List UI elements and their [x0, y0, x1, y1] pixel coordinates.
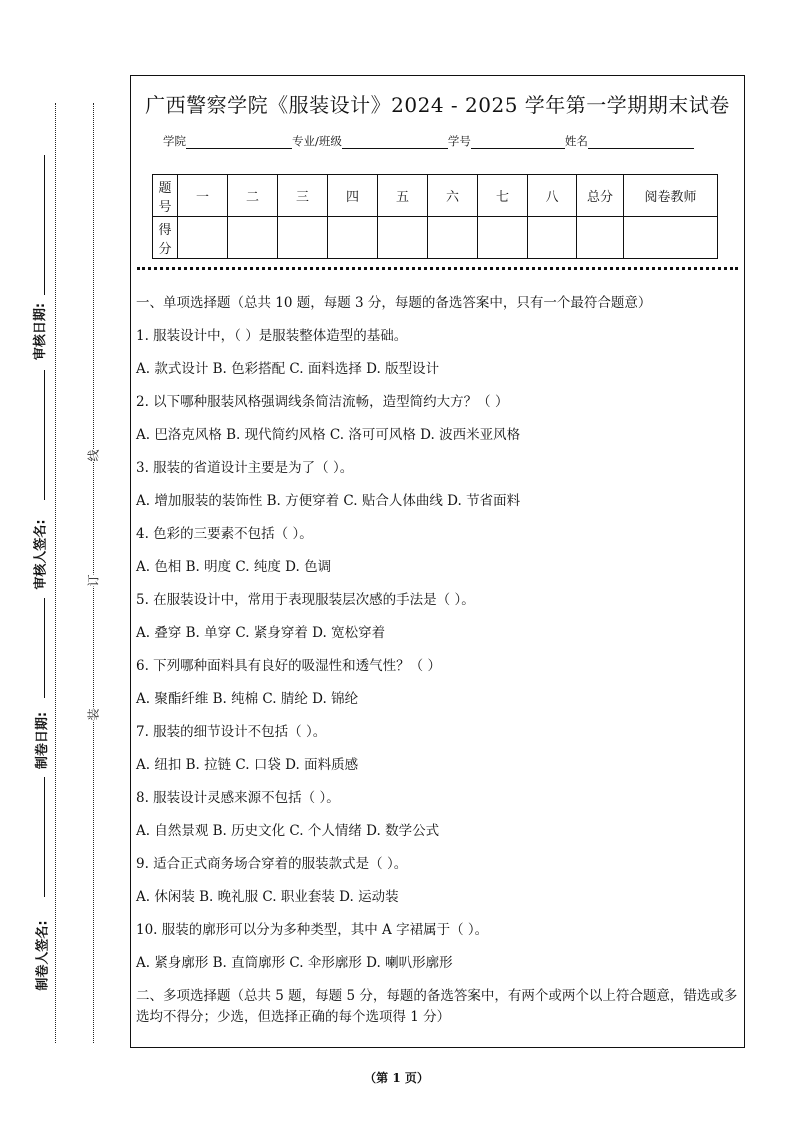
question-text: 1. 服装设计中，（ ）是服装整体造型的基础。	[136, 328, 408, 344]
maker-sign-line	[44, 777, 45, 897]
name-label: 姓名	[564, 134, 588, 148]
binding-char-zhuang: 装	[86, 708, 101, 721]
question-options: A. 纽扣 B. 拉链 C. 口袋 D. 面料质感	[136, 757, 359, 773]
question-text: 2. 以下哪种服装风格强调线条简洁流畅，造型简约大方？（ ）	[136, 394, 509, 410]
question-options: A. 自然景观 B. 历史文化 C. 个人情绪 D. 数学公式	[136, 823, 440, 839]
question-options: A. 紧身廓形 B. 直筒廓形 C. 伞形廓形 D. 喇叭形廓形	[136, 955, 453, 971]
college-label: 学院	[163, 134, 186, 148]
score-row-label: 得分	[153, 217, 178, 259]
major-field[interactable]	[342, 135, 448, 149]
outer-dotted-line	[55, 103, 56, 1043]
binding-char-ding: 订	[86, 574, 101, 587]
score-cell[interactable]	[624, 217, 718, 259]
binding-char-line: 线	[86, 449, 101, 462]
question-text: 8. 服装设计灵感来源不包括（ ）。	[136, 790, 340, 806]
score-header-cell: 七	[478, 175, 528, 217]
score-table	[152, 174, 718, 259]
score-cell[interactable]	[228, 217, 278, 259]
reviewer-sign-label: 审核人签名:	[33, 519, 49, 590]
question-text: 4. 色彩的三要素不包括（ ）。	[136, 526, 313, 542]
score-header-cell: 阅卷教师	[624, 175, 718, 217]
reviewer-sign-line	[44, 370, 45, 500]
question-options: A. 聚酯纤维 B. 纯棉 C. 腈纶 D. 锦纶	[136, 691, 359, 707]
question-options: A. 巴洛克风格 B. 现代简约风格 C. 洛可可风格 D. 波西米亚风格	[136, 427, 521, 443]
make-date-label: 制卷日期:	[35, 711, 51, 770]
section2-heading: 二、多项选择题（总共 5 题，每题 5 分，每题的备选答案中，有两个或两个以上符合题意，错选或多选均不得分；少选，但选择正确的每个选项得 1 分）	[136, 988, 738, 1025]
student-id-field[interactable]	[471, 135, 565, 149]
score-cell[interactable]	[278, 217, 328, 259]
score-table-header-row	[153, 175, 718, 217]
major-label: 专业/班级	[292, 134, 342, 148]
score-header-cell: 题号	[153, 175, 178, 217]
question-text: 7. 服装的细节设计不包括（ ）。	[136, 724, 327, 740]
score-header-cell: 六	[428, 175, 478, 217]
binding-dotted-line	[93, 103, 94, 1043]
question-options: A. 休闲装 B. 晚礼服 C. 职业套装 D. 运动装	[136, 889, 399, 905]
college-field[interactable]	[186, 135, 292, 149]
score-cell[interactable]	[528, 217, 577, 259]
question-options: A. 增加服装的装饰性 B. 方便穿着 C. 贴合人体曲线 D. 节省面料	[136, 493, 521, 509]
score-header-cell: 四	[328, 175, 378, 217]
student-info-row	[163, 133, 694, 149]
score-cell[interactable]	[178, 217, 228, 259]
exam-title: 广西警察学院《服装设计》2024 - 2025 学年第一学期期末试卷	[145, 93, 730, 117]
section1-heading: 一、单项选择题（总共 10 题，每题 3 分，每题的备选答案中，只有一个最符合题意）	[136, 295, 652, 311]
question-text: 3. 服装的省道设计主要是为了（ ）。	[136, 460, 354, 476]
question-text: 6. 下列哪种面料具有良好的吸湿性和透气性？（ ）	[136, 658, 441, 674]
score-header-cell: 总分	[577, 175, 624, 217]
make-date-line	[44, 598, 45, 698]
score-header-cell: 八	[528, 175, 577, 217]
name-field[interactable]	[588, 135, 694, 149]
question-options: A. 色相 B. 明度 C. 纯度 D. 色调	[136, 559, 332, 575]
score-header-cell: 五	[378, 175, 428, 217]
question-text: 5. 在服装设计中，常用于表现服装层次感的手法是（ ）。	[136, 592, 475, 608]
question-text: 9. 适合正式商务场合穿着的服装款式是（ ）。	[136, 856, 408, 872]
question-text: 10. 服装的廓形可以分为多种类型，其中 A 字裙属于（ ）。	[136, 922, 489, 938]
score-cell[interactable]	[478, 217, 528, 259]
score-header-cell: 三	[278, 175, 328, 217]
student-id-label: 学号	[447, 134, 471, 148]
question-area	[136, 287, 744, 1028]
review-date-line	[44, 155, 45, 295]
score-table-score-row	[153, 217, 718, 259]
score-cell[interactable]	[428, 217, 478, 259]
page-number: （第 1 页）	[364, 1071, 429, 1085]
score-cell[interactable]	[378, 217, 428, 259]
score-header-cell: 二	[228, 175, 278, 217]
question-options: A. 款式设计 B. 色彩搭配 C. 面料选择 D. 版型设计	[136, 361, 440, 377]
score-header-cell: 一	[178, 175, 228, 217]
score-cell[interactable]	[577, 217, 624, 259]
maker-sign-label: 制卷人签名:	[35, 920, 51, 991]
review-date-label: 审核日期:	[33, 302, 49, 361]
exam-frame	[130, 75, 745, 1048]
score-cell[interactable]	[328, 217, 378, 259]
question-options: A. 叠穿 B. 单穿 C. 紧身穿着 D. 宽松穿着	[136, 625, 386, 641]
dotted-separator	[137, 267, 738, 270]
